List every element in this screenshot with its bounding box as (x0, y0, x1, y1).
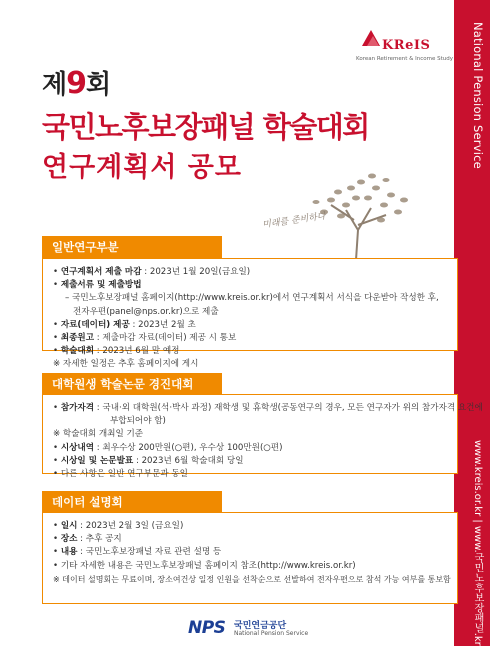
note: ※ 학술대회 개최일 기준 (53, 429, 144, 440)
ceremony-label: 시상일 및 논문발표 (60, 455, 134, 466)
section-briefing-header: 데이터 설명회 (42, 491, 222, 513)
content-label: 내용 (60, 547, 78, 558)
list-item: • 학술대회 : 2023년 6월 말 예정 (53, 346, 180, 357)
ceremony-value: : 2023년 6월 학술대회 당일 (133, 455, 244, 466)
content-value: : 국민노후보장패널 자료 관련 설명 등 (77, 547, 222, 558)
page-subtitle: 연구계획서 공모 (42, 152, 242, 183)
conf-label: 학술대회 (60, 346, 95, 357)
deadline-value: : 2023년 1월 20일(금요일) (141, 267, 251, 277)
side-band-title: National Pension Service (471, 22, 485, 169)
edition-prefix: 제 (42, 70, 67, 100)
kreis-logo (354, 26, 454, 66)
section-student-header: 대학원생 학술논문 경진대회 (42, 373, 222, 395)
award-value: : 최우수상 200만원(○편), 우수상 100만원(○편) (94, 442, 283, 453)
list-item: • 시상일 및 논문발표 : 2023년 6월 학술대회 당일 (53, 455, 244, 466)
eligibility-label: 참가자격 (60, 403, 95, 413)
place-value: : 추후 공지 (77, 534, 122, 545)
list-item: • 기타 자세한 내용은 국민노후보장패널 홈페이지 참조(http://www.kreis.or.kr) (53, 560, 356, 571)
date-label: 일시 (60, 521, 78, 531)
list-item: • 최종원고 : 제출마감 자료(데이터) 제공 시 통보 (53, 333, 237, 344)
list-item: • 내용 : 국민노후보장패널 자료 관련 설명 등 (53, 547, 222, 558)
list-item: • 시상내역 : 최우수상 200만원(○편), 우수상 100만원(○편) (53, 442, 283, 453)
briefing-etc: 기타 자세한 내용은 국민노후보장패널 홈페이지 참조(http://www.kreis.or.kr) (60, 560, 356, 571)
place-label: 장소 (60, 534, 78, 545)
nps-mark: NPS (188, 618, 226, 638)
student-etc: 다른 사항은 일반 연구부문과 동일 (60, 469, 188, 480)
list-item: • 제출서류 및 제출방법 (53, 280, 142, 291)
list-item: • 참가자격 : 국내·외 대학원(석·박사 과정) 재학생 및 휴학생(공동연구의 경우, 모든 연구자가 위의 참가자격 요건에 (53, 403, 483, 413)
nps-org-kr: 국민연금공단 (234, 621, 287, 631)
edition-suffix: 회 (86, 70, 111, 100)
docs-line2: 전자우편(panel@nps.or.kr)으로 제출 (73, 306, 219, 317)
nps-logo (188, 618, 338, 642)
list-item: • 장소 : 추후 공지 (53, 534, 122, 545)
kreis-logo-word: KReIS (382, 38, 431, 53)
list-item: • 연구계획서 제출 마감 : 2023년 1월 20일(금요일) (53, 267, 251, 277)
final-value: : 제출마감 자료(데이터) 제공 시 통보 (94, 333, 237, 344)
list-item: • 다른 사항은 일반 연구부문과 동일 (53, 469, 188, 480)
date-value: : 2023년 2월 3일 (금요일) (77, 521, 184, 531)
deadline-label: 연구계획서 제출 마감 (60, 267, 142, 277)
tree-caption: 미래를 준비하다 (261, 211, 327, 231)
eligibility-cont: 부합되어야 함) (110, 416, 166, 427)
final-label: 최종원고 (60, 333, 95, 344)
section-general-header: 일반연구부분 (42, 236, 222, 258)
award-label: 시상내역 (60, 442, 95, 453)
tree-illustration (236, 170, 436, 260)
section-briefing-box (42, 512, 458, 604)
kreis-mark-icon (360, 26, 382, 48)
kreis-logo-subtitle: Korean Retirement & Income Study (356, 56, 454, 62)
section-general-box (42, 258, 458, 370)
list-item: • 자료(데이터) 제공 : 2023년 2월 초 (53, 319, 196, 330)
section-student-box (42, 394, 483, 480)
edition-heading (42, 64, 110, 101)
page-title: 국민노후보장패널 학술대회 (42, 110, 369, 144)
note: ※ 데이터 설명회는 무료이며, 장소여건상 일정 인원을 선착순으로 선발하여 전자우편으로 참석 가능 여부를 통보함 (53, 574, 451, 584)
side-band-urls: www.kreis.or.kr | www.국민노후보장패널.kr (472, 440, 483, 646)
eligibility-value: : 국내·외 대학원(석·박사 과정) 재학생 및 휴학생(공동연구의 경우, 모든 연구자가 위의 참가자격 요건에 (94, 403, 483, 413)
conf-value: : 2023년 6월 말 예정 (94, 346, 180, 357)
note: ※ 자세한 일정은 추후 홈페이지에 게시 (53, 359, 199, 370)
data-value: : 2023년 2월 초 (129, 319, 196, 330)
edition-number: 9 (66, 66, 86, 101)
docs-line1: – 국민노후보장패널 홈페이지(http://www.kreis.or.kr)에서 연구계획서 서식을 다운받아 작성한 후, (65, 293, 439, 304)
data-label: 자료(데이터) 제공 (60, 319, 130, 330)
nps-org-en: National Pension Service (234, 630, 309, 637)
list-item: • 일시 : 2023년 2월 3일 (금요일) (53, 521, 184, 531)
docs-label: 제출서류 및 제출방법 (60, 280, 142, 291)
